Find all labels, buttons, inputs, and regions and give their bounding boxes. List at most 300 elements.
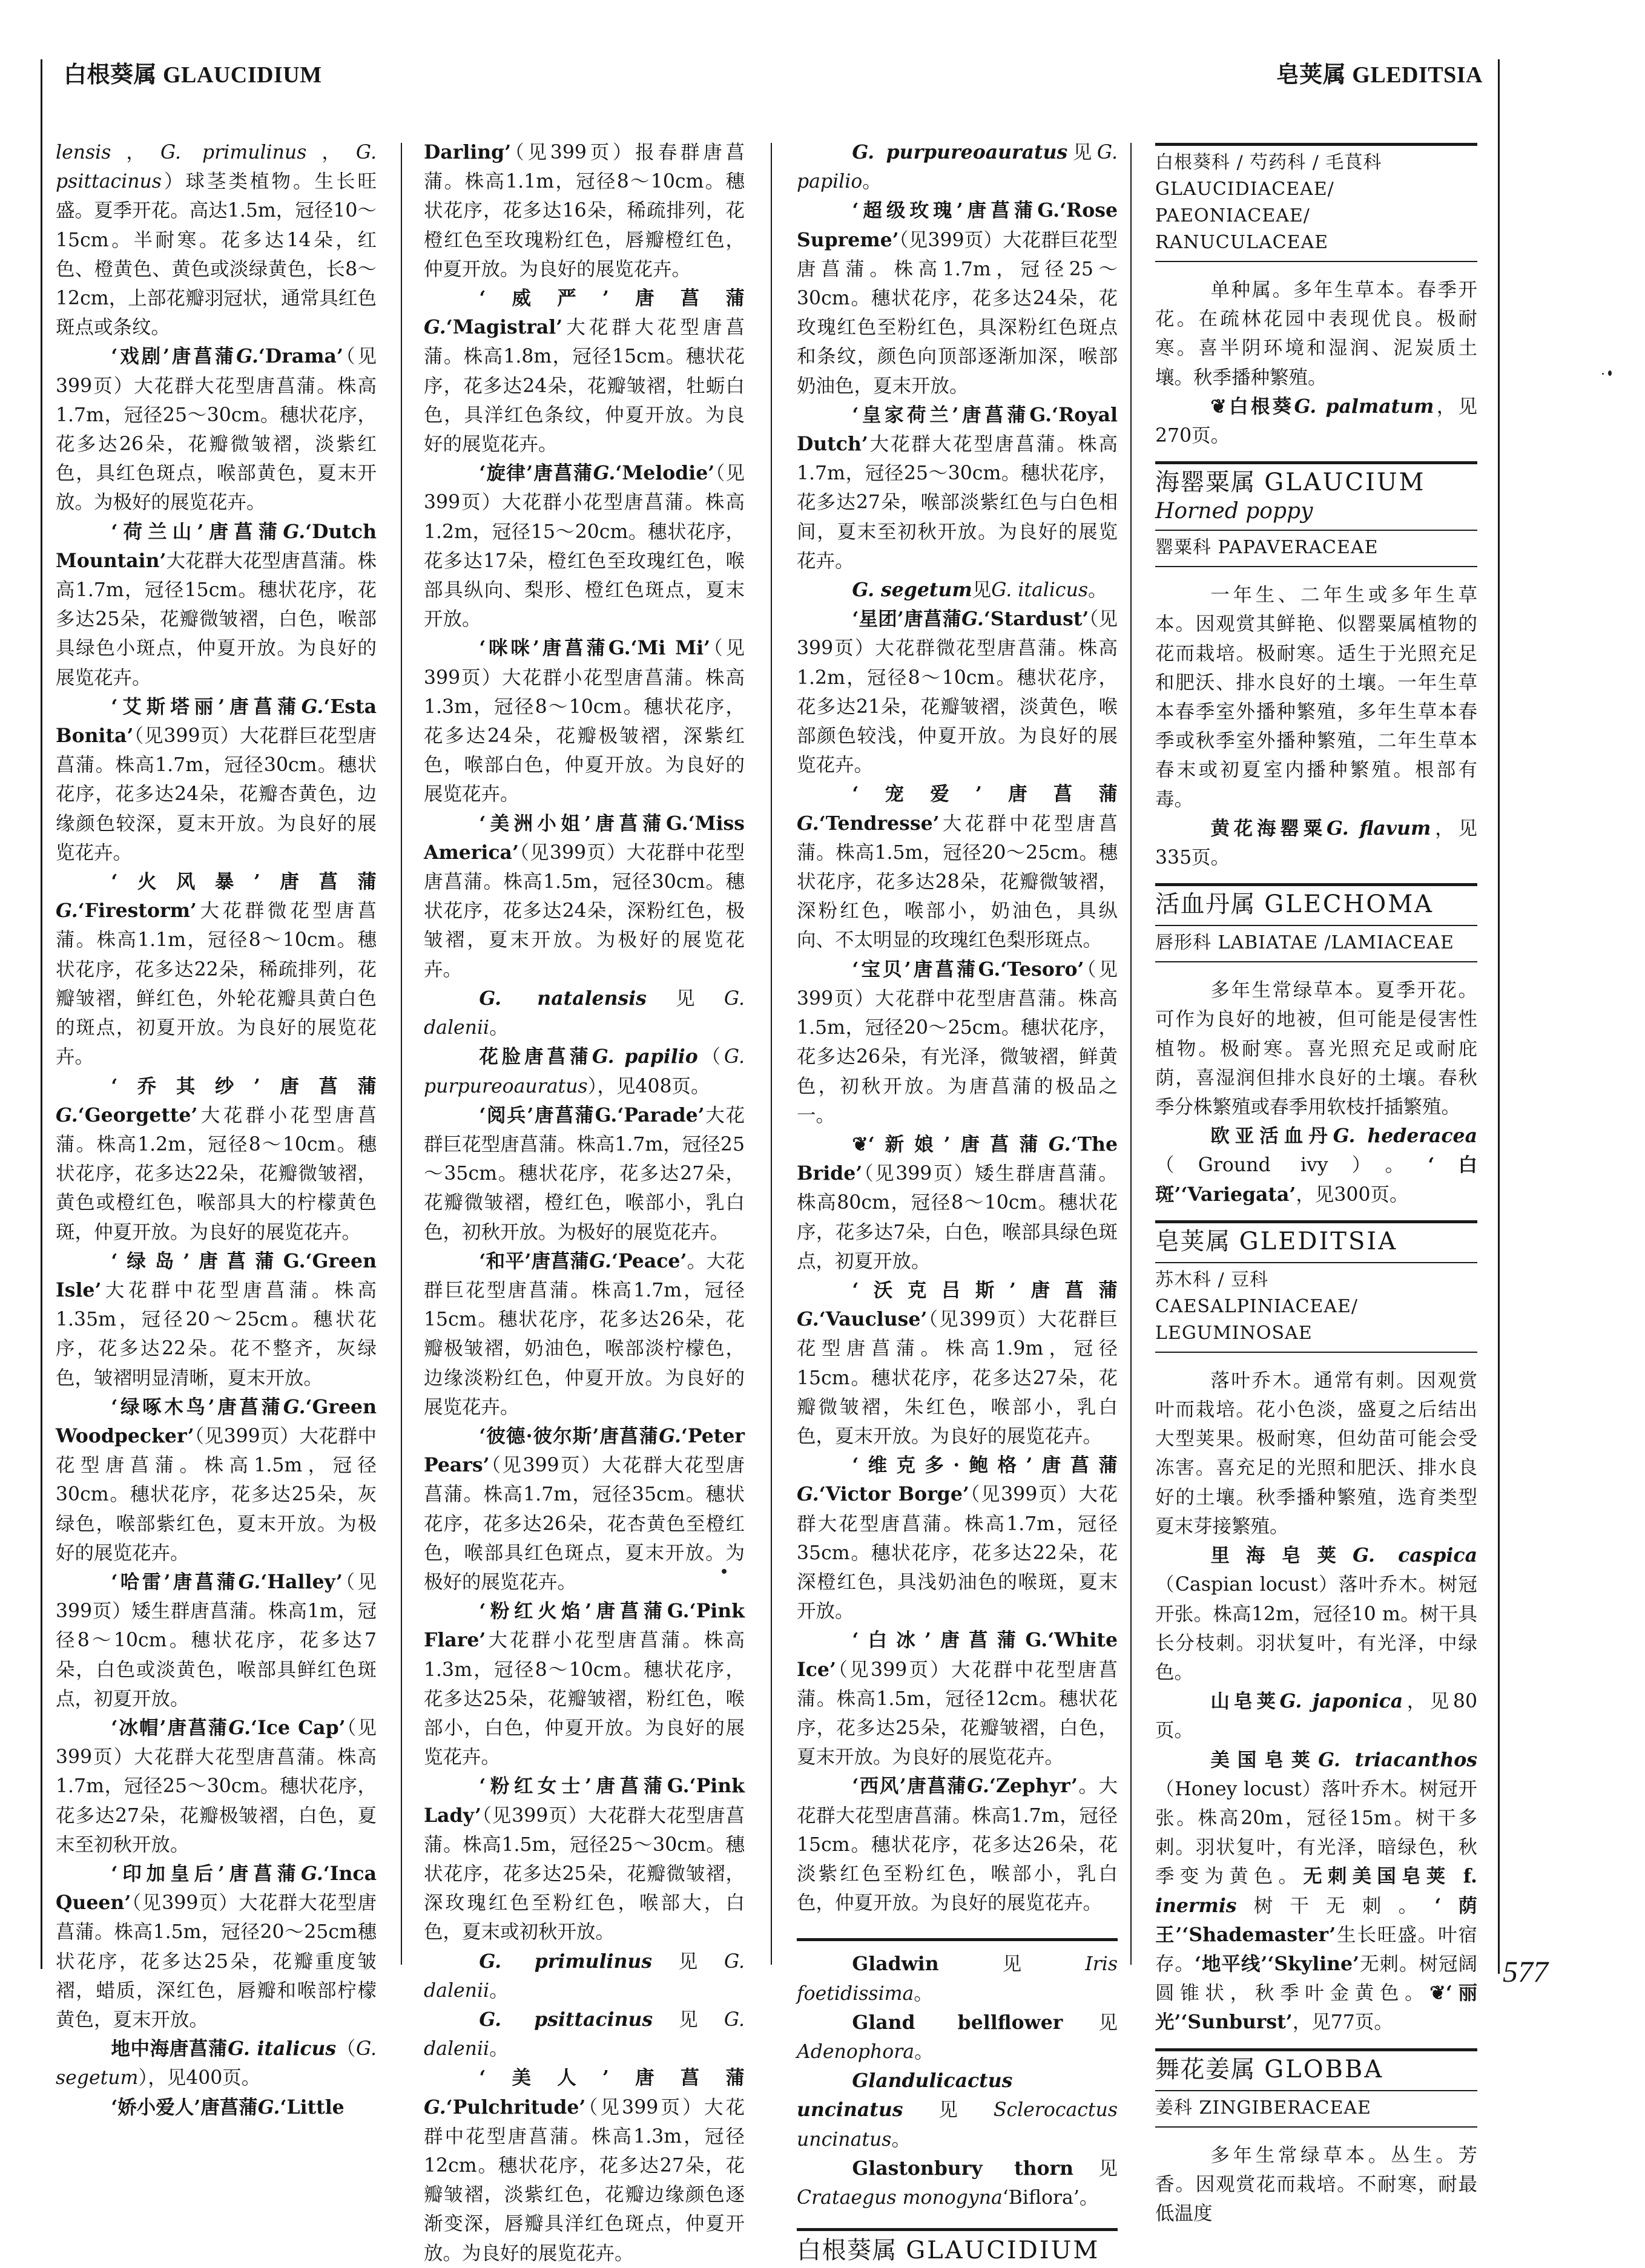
text-run: ‘Green Isle’ — [56, 1249, 377, 1301]
text-run: ‘和平’唐菖蒲 — [479, 1249, 590, 1272]
text-run: G. — [667, 1775, 690, 1798]
family-line: 唇形科 LABIATAE /LAMIACEAE — [1155, 932, 1454, 954]
text-run: ‘绿啄木鸟’唐菖蒲 — [111, 1395, 283, 1418]
text-run: 。 — [891, 2128, 911, 2151]
text-run: （Caspian locust）落叶乔木。树冠开张。株高12m，冠径10 m。树干具长分枝刺。羽状复叶，有光泽，中绿色。 — [1155, 1574, 1477, 1683]
text-run: 黄花海罂粟 — [1210, 817, 1327, 840]
text-run: ‘娇小爱人’唐菖蒲 — [111, 2095, 258, 2118]
text-run: 生长旺盛。叶宿存。 — [1155, 1924, 1477, 1975]
text-run: （见399页）矮生群唐菖蒲。株高1m，冠径8～10cm。穗状花序，花多达7朵，白色或淡黄色，喉部具鲜红色斑点，初夏开放。 — [56, 1571, 377, 1710]
text-run: G. — [1048, 1132, 1071, 1155]
species-entry — [1155, 814, 1477, 872]
text-run: ‘Pulchritude’ — [446, 2095, 586, 2118]
family-line: PAEONIACEAE/ — [1155, 205, 1310, 226]
family-line: 姜科 ZINGIBERACEAE — [1155, 2097, 1371, 2118]
text-run: ‘Drama’ — [258, 345, 343, 368]
family-divider — [1155, 261, 1477, 262]
family-line: 罂粟科 PAPAVERACEAE — [1155, 537, 1379, 559]
text-run: ‘Tesoro’ — [1000, 958, 1084, 981]
text-run: G. papilio — [797, 142, 1118, 193]
species-entry — [797, 605, 1118, 780]
text-run: G. — [424, 316, 446, 339]
text-run: 见 — [1067, 142, 1097, 163]
text-run: G. — [257, 2095, 280, 2118]
text-run: （见399页）大花群中花型唐菖蒲。株高1.5m，冠径30cm。穗状花序，花多达25朵，灰绿色，喉部紫红色，夏末开放。为极好的展览花卉。 — [56, 1425, 377, 1564]
text-run: ，见300页。 — [1296, 1183, 1409, 1206]
page-number: 577 — [1503, 1954, 1548, 1988]
genus-description — [1155, 275, 1477, 392]
text-run: ‘Tendresse’ — [819, 812, 940, 835]
text-run: （ — [697, 1046, 724, 1068]
text-run: ‘Inca Queen’ — [56, 1862, 377, 1915]
text-run: G. papilio — [592, 1045, 698, 1068]
text-run: ‘哈雷’唐菖蒲 — [111, 1570, 239, 1593]
section-divider — [1155, 883, 1477, 886]
text-run: （Honey locust）落叶乔木。树冠开张。株高20m，冠径15m。树干多刺。羽状复叶，有光泽，暗绿色，秋季变为黄色。 — [1155, 1778, 1477, 1888]
species-entry — [424, 1042, 745, 1100]
cross-reference-entry — [797, 2066, 1118, 2154]
outer-left-rule — [41, 59, 42, 1969]
species-entry — [424, 459, 745, 634]
text-run: （见399页）大花群微花型唐菖蒲。株高1.2m，冠径8～10cm。穗状花序，花多达21朵，花瓣皱褶，淡黄色，喉部颜色较浅，仲夏开放。为良好的展览花卉。 — [797, 608, 1118, 777]
family-divider — [1155, 566, 1477, 567]
section-divider — [797, 2228, 1118, 2231]
text-run: 美国皂荚 — [1210, 1748, 1319, 1771]
text-run: ‘Peace’ — [611, 1249, 687, 1272]
text-run: G. psittacinus — [56, 142, 377, 193]
text-run: Darling’ — [424, 141, 512, 163]
text-run: 地中海唐菖蒲 — [111, 2037, 228, 2060]
text-run: （见399页）大花群大花型唐菖蒲。株高1.7m，冠径25～30cm。穗状花序，花多达27朵，花瓣极皱褶，白色，夏末至初秋开放。 — [56, 1717, 377, 1856]
species-entry — [56, 692, 377, 867]
genus-heading — [1155, 1226, 1477, 1257]
text-run: ‘超级玫瑰’唐菖蒲 — [852, 199, 1038, 222]
species-entry — [1155, 1746, 1477, 2037]
family-line: RANUCULACEAE — [1155, 232, 1329, 253]
text-run: G. — [301, 695, 324, 718]
text-run: ‘印加皇后’唐菖蒲 — [111, 1862, 302, 1885]
text-run: ‘Magistral’ — [446, 316, 563, 339]
text-run: G. — [589, 1249, 612, 1272]
section-divider — [1155, 461, 1477, 464]
species-entry — [797, 955, 1118, 1130]
text-run: G. — [238, 1570, 261, 1593]
text-run: ‘冰帽’唐菖蒲 — [111, 1716, 229, 1739]
text-run: 见 — [972, 579, 992, 602]
species-entry — [424, 284, 745, 459]
text-run: G. — [961, 608, 984, 631]
text-run: 见 — [1063, 2011, 1118, 2034]
family-names — [1155, 930, 1477, 956]
text-run: G. — [424, 2095, 446, 2118]
text-run: ‘美洲小姐’唐菖蒲 — [479, 812, 666, 835]
text-run: ‘西风’唐菖蒲 — [852, 1775, 968, 1798]
text-run: 无刺。树冠阔圆锥状，秋季叶金黄色。 — [1155, 1953, 1477, 2005]
text-run: ‘乔其纱’唐菖蒲 — [111, 1074, 377, 1097]
species-entry — [797, 1626, 1118, 1772]
species-entry — [56, 1859, 377, 2034]
text-run: Crataegus monogyna — [797, 2187, 1003, 2209]
family-divider — [1155, 961, 1477, 962]
family-line: GLAUCIDIACEAE/ — [1155, 179, 1334, 200]
family-divider — [1155, 1352, 1477, 1353]
text-run: （Ground ivy）。 — [1155, 1154, 1428, 1177]
text-run: 见 — [646, 987, 724, 1010]
text-run: 。大花群巨花型唐菖蒲。株高1.7m，冠径15cm。穗状花序，花多达26朵，花瓣极皱褶，奶油色，喉部淡柠檬色，边缘淡粉红色，仲夏开放。为良好的展览花卉。 — [424, 1250, 745, 1418]
genus-chinese-name: 海罂粟属 — [1155, 468, 1265, 497]
text-run: 大花群大花型唐菖蒲。株高1.7m，冠径15cm。穗状花序，花多达25朵，花瓣微皱褶，白色，喉部具绿色小斑点，仲夏开放。为良好的展览花卉。 — [56, 550, 377, 689]
text-run: ，见270页。 — [1155, 395, 1477, 447]
text-run: ‘皇家荷兰’唐菖蒲 — [852, 403, 1030, 426]
text-run: ‘咪咪’唐菖蒲 — [479, 637, 608, 660]
text-run: G. primulinus — [479, 1950, 653, 1973]
scan-speck — [1602, 373, 1604, 375]
genus-chinese-name: 活血丹属 — [1155, 890, 1265, 919]
genus-chinese-name: 皂荚属 — [1155, 1227, 1239, 1255]
species-entry — [797, 1130, 1118, 1276]
text-run: ‘Vaucluse’ — [819, 1308, 928, 1331]
text-run: Glastonbury thorn — [852, 2157, 1074, 2180]
text-run: 。大花群大花型唐菖蒲。株高1.7m，冠径15cm。穗状花序，花多达26朵，花淡紫红色至粉红色，喉部小，乳白色，仲夏开放。为良好的展览花卉。 — [797, 1775, 1118, 1915]
text-run: G. — [967, 1775, 990, 1798]
text-run: Gland bellflower — [852, 2011, 1063, 2034]
text-run: ‘Dutch Mountain’ — [56, 520, 377, 572]
cross-reference-entry — [797, 1950, 1118, 2008]
family-names — [1155, 150, 1477, 256]
section-divider — [1155, 143, 1477, 146]
text-run: 大花群小花型唐菖蒲。株高1.3m，冠径8～10cm。穗状花序，花多达25朵，花瓣皱褶，粉红色，喉部小，白色，仲夏开放。为良好的展览花卉。 — [424, 1629, 745, 1769]
family-line: 白根葵科 / 芍药科 / 毛茛科 — [1155, 152, 1382, 173]
continued-text — [56, 138, 377, 342]
text-run: （见399页）大花群巨花型唐菖蒲。株高1.9m，冠径15cm。穗状花序，花多达27朵，花瓣微皱褶，朱红色，喉部小，乳白色，夏末开放。为良好的展览花卉。 — [797, 1309, 1118, 1447]
genus-common-name: Horned poppy — [1155, 499, 1313, 524]
text-run: Glandulicactus uncinatus — [797, 2069, 1013, 2122]
text-run: （见399页）大花群大花型唐菖蒲。株高1.7m，冠径35cm。穗状花序，花多达26朵，花杏黄色至橙红色，喉部具红色斑点，夏末开放。为极好的展览花卉。 — [424, 1454, 745, 1593]
text-run: ‘Halley’ — [260, 1570, 343, 1593]
text-run: 见 — [938, 1953, 1086, 1976]
text-run: 。 — [914, 1982, 933, 2005]
column-3 — [797, 138, 1118, 2266]
genus-latin-name: GLEDITSIA — [1239, 1227, 1398, 1255]
family-divider — [1155, 2090, 1477, 2091]
text-run: ‘维克多·鲍格’唐菖蒲 — [852, 1454, 1118, 1477]
column-divider-3 — [1130, 143, 1132, 1965]
species-entry — [56, 1568, 377, 1714]
text-run: G. — [301, 1862, 323, 1885]
species-entry — [424, 1247, 745, 1422]
text-run: G. japonica — [1279, 1690, 1403, 1713]
text-run: ‘宝贝’唐菖蒲 — [852, 958, 978, 981]
text-run: ‘美人’唐菖蒲 — [479, 2066, 745, 2089]
family-divider — [1155, 2126, 1477, 2128]
text-run: ‘荫王’‘Shademaster’ — [1155, 1894, 1477, 1946]
species-entry — [424, 1422, 745, 1597]
text-run: ‘Victor Borge’ — [819, 1483, 969, 1506]
outer-right-rule — [1498, 59, 1500, 1974]
text-run: 树干无刺。 — [1236, 1895, 1435, 1917]
text-run: ， — [111, 142, 160, 163]
text-run: G. italicus — [228, 2037, 337, 2060]
text-run: G. — [283, 520, 306, 543]
text-run: ‘Miss America’ — [424, 812, 745, 864]
text-run: 无刺美国皂荚 — [1303, 1865, 1451, 1888]
text-run: Gladwin — [852, 1953, 939, 1976]
text-run: G. — [659, 1424, 681, 1447]
text-run: （见399页）大花群巨花型唐菖蒲。株高1.7m，冠径30cm。穗状花序，花多达24朵，花瓣杏黄色，边缘颜色较深，夏末开放。为良好的展览花卉。 — [56, 725, 377, 864]
species-entry — [56, 1247, 377, 1393]
text-run: 白根葵 — [1226, 395, 1294, 418]
species-entry — [56, 518, 377, 692]
text-run: ‘White Ice’ — [797, 1629, 1118, 1681]
text-run: ），见408页。 — [587, 1075, 710, 1097]
text-run: 。 — [489, 1017, 509, 1039]
family-line: CAESALPINIACEAE/ — [1155, 1295, 1358, 1317]
text-run: G. dalenii — [424, 1950, 745, 2002]
text-run: G. purpureoauratus — [424, 1046, 745, 1097]
species-entry — [56, 867, 377, 1071]
text-run: G. caspica — [1353, 1544, 1477, 1567]
text-run: ‘Firestorm’ — [77, 899, 197, 922]
text-run: ‘Royal Dutch’ — [797, 403, 1118, 456]
species-entry — [797, 1451, 1118, 1626]
text-run: ，见80页。 — [1155, 1691, 1477, 1742]
text-run: ‘Stardust’ — [983, 608, 1089, 631]
text-run: G. segetum — [56, 2038, 377, 2089]
column-divider-2 — [771, 143, 772, 1965]
text-run: 。 — [862, 171, 882, 193]
text-run: 多年生常绿草本。丛生。芳香。因观赏花而栽培。不耐寒，耐最低温度 — [1155, 2144, 1477, 2224]
text-run: （见399页）大花群小花型唐菖蒲。株高1.3m，冠径8～10cm。穗状花序，花多达24朵，花瓣极皱褶，深紫红色，喉部白色，仲夏开放。为良好的展览花卉。 — [424, 637, 745, 806]
genus-latin-name: GLAUCIUM — [1264, 468, 1426, 497]
species-entry — [797, 1276, 1118, 1451]
text-run: G. — [1025, 1629, 1048, 1652]
text-run: 见 — [653, 2009, 724, 2031]
text-run: ‘威严’唐菖蒲 — [479, 287, 745, 310]
text-run: ‘Parade’ — [617, 1103, 705, 1126]
family-names — [1155, 1267, 1477, 1347]
text-run: inermis — [1155, 1894, 1237, 1917]
genus-description — [1155, 2141, 1477, 2229]
genus-latin-name: GLECHOMA — [1264, 890, 1434, 919]
text-run: G. — [283, 1395, 306, 1418]
text-run: 大花群微花型唐菖蒲。株高1.1m，冠径8～10cm。穗状花序，花多达22朵，稀疏排列，花瓣皱褶，鲜红色，外轮花瓣具黄白色的斑点，初夏开放。为良好的展览花卉。 — [56, 900, 377, 1068]
species-entry — [56, 2093, 377, 2122]
text-run: G. — [228, 1716, 251, 1739]
text-run: ‘Little — [280, 2095, 344, 2118]
species-entry — [56, 1072, 377, 1247]
species-entry — [56, 1714, 377, 1859]
trophy-award-icon: ❦ — [1429, 1982, 1446, 2005]
text-run: ‘白斑’‘Variegata’ — [1155, 1154, 1478, 1206]
text-run: 落叶乔木。通常有刺。因观赏叶而栽培。花小色淡，盛夏之后结出大型荚果。极耐寒，但幼苗可能会受冻害。喜充足的光照和肥沃、排水良好的土壤。秋季播种繁殖，选育类型夏末芽接繁殖。 — [1155, 1369, 1477, 1537]
text-run: G. — [595, 1103, 618, 1126]
text-run: （见399页）大花群中花型唐菖蒲。株高1.5m，冠径20～25cm。穗状花序，花多达26朵，有光泽，微皱褶，鲜黄色，初秋开放。为唐菖蒲的极品之一。 — [797, 958, 1118, 1126]
species-entry — [56, 2034, 377, 2092]
species-entry — [797, 401, 1118, 576]
text-run: G. — [283, 1249, 306, 1272]
text-run: ‘Peter Pears’ — [424, 1424, 745, 1477]
species-entry — [424, 2005, 745, 2063]
text-run: （见399页）大花群大花型唐菖蒲。株高1.7m，冠径25～30cm。穗状花序，花多达26朵，花瓣微皱褶，淡紫红色，具红色斑点，喉部黄色，夏末开放。为极好的展览花卉。 — [56, 346, 377, 514]
text-run: （见399页）大花群中花型唐菖蒲。株高1.5m，冠径30cm。穗状花序，花多达24朵，深粉红色，极皱褶，夏末开放。为极好的展览花卉。 — [424, 841, 745, 981]
species-entry — [797, 576, 1118, 605]
species-entry — [424, 1597, 745, 1772]
scan-speck — [722, 1569, 727, 1574]
text-run: （见399页）大花群大花型唐菖蒲。株高1.7m，冠径35cm。穗状花序，花多达22朵，花深橙红色，具浅奶油色的喉斑，夏末开放。 — [797, 1484, 1118, 1623]
column-2 — [424, 138, 745, 2268]
text-run: 大花群小花型唐菖蒲。株高1.2m，冠径8～10cm。穗状花序，花多达22朵，花瓣微皱褶，黄色或橙红色，喉部具大的柠檬黄色斑，仲夏开放。为良好的展览花卉。 — [56, 1104, 377, 1243]
genus-heading — [1155, 2054, 1477, 2085]
text-run: G. — [56, 1103, 78, 1126]
text-run: ‘艾斯塔丽’唐菖蒲 — [111, 695, 302, 718]
text-run: G. psittacinus — [479, 2008, 653, 2031]
text-run: ‘Ice Cap’ — [251, 1716, 346, 1739]
text-run: G. primulinus — [160, 142, 307, 163]
cross-reference-entry — [797, 2154, 1118, 2212]
text-run: ‘地平线’‘Skyline’ — [1194, 1952, 1360, 1975]
text-run: G. — [56, 899, 78, 922]
running-header-right: 皂荚属 GLEDITSIA — [1276, 62, 1483, 88]
genus-latin-name: GLOBBA — [1264, 2055, 1384, 2083]
species-entry — [424, 984, 745, 1042]
text-run: ， — [306, 142, 356, 163]
genus-latin-name: GLAUCIDIUM — [906, 2237, 1100, 2265]
genus-description — [1155, 1366, 1477, 1541]
column-4 — [1155, 143, 1477, 2228]
text-run: G. — [593, 462, 616, 485]
species-entry — [56, 1393, 377, 1568]
species-entry — [424, 809, 745, 984]
species-entry — [1155, 392, 1477, 450]
text-run: ‘Biflora’。 — [1002, 2187, 1099, 2209]
text-run: ‘The Bride’ — [797, 1132, 1118, 1185]
genus-heading — [797, 2235, 1118, 2266]
text-run: （ — [336, 2038, 356, 2060]
text-run: （见399页）报春群唐菖蒲。株高1.1m，冠径8～10cm。穗状花序，花多达16朵，稀疏排列，花橙红色至玫瑰粉红色，唇瓣橙红色，仲夏开放。为良好的展览花卉。 — [424, 142, 745, 280]
text-run: 大花群中花型唐菖蒲。株高1.35m，冠径20～25cm。穗状花序，花多达22朵。花不整齐，灰绿色，皱褶明显清晰，夏末开放。 — [56, 1279, 377, 1389]
genus-heading — [1155, 889, 1477, 920]
text-run: （见399页）大花群中花型唐菖蒲。株高1.3m，冠径12cm。穗状花序，花多达27朵，花瓣皱褶，淡紫红色，花瓣边缘颜色逐渐变深，唇瓣具洋红色斑点，仲夏开放。为良好的展览花卉。 — [424, 2096, 745, 2264]
family-line: LEGUMINOSAE — [1155, 1322, 1313, 1344]
text-run: 山皂荚 — [1210, 1690, 1280, 1713]
text-run: 一年生、二年生或多年生草本。因观赏其鲜艳、似罂粟属植物的花而栽培。极耐寒。适生于光照充足和肥沃、排水良好的土壤。一年生草本春季室外播种繁殖，多年生草本春季或秋季室外播种繁殖，二年生草本春末或初夏室内播种繁殖。根部有毒。 — [1155, 584, 1477, 810]
text-run: （见399页）大花群小花型唐菖蒲。株高1.2m，冠径15～20cm。穗状花序，花多达17朵，橙红色至玫瑰红色，喉部具纵向、梨形、橙红色斑点，夏末开放。 — [424, 462, 745, 631]
text-run: G. — [1029, 403, 1052, 426]
trophy-award-icon: ❦ — [852, 1132, 868, 1155]
species-entry — [797, 196, 1118, 400]
species-entry — [1155, 1687, 1477, 1745]
text-run: G. triacanthos — [1318, 1748, 1477, 1771]
section-divider — [797, 1938, 1118, 1941]
text-run: Iris foetidissima — [797, 1953, 1118, 2005]
species-entry — [424, 1772, 745, 1947]
text-run: （见399页）大花群大花型唐菖蒲。株高1.5m，冠径20～25cm穗状花序，花多达25朵，花瓣重度皱褶，蜡质，深红色，唇瓣和喉部柠檬黄色，夏末开放。 — [56, 1892, 377, 2031]
text-run: ），见400页。 — [138, 2067, 261, 2089]
species-entry — [424, 1947, 745, 2005]
text-run: 。 — [489, 1979, 509, 2002]
text-run: G. hederacea — [1333, 1125, 1477, 1148]
text-run: ）球茎类植物。生长旺盛。夏季开花。高达1.5m，冠径10～15cm。半耐寒。花多达14朵，红色、橙黄色、黄色或淡绿黄色，长8～12cm，上部花瓣羽冠状，通常具红色斑点或条纹。 — [56, 171, 377, 339]
text-run: 见 — [1073, 2157, 1118, 2180]
text-run: ‘星团’唐菖蒲 — [852, 608, 962, 631]
text-run: ‘Zephyr’ — [989, 1775, 1078, 1798]
text-run: ‘白冰’唐菖蒲 — [852, 1629, 1026, 1652]
text-run: G. — [797, 1483, 819, 1506]
text-run: G. dalenii — [424, 2009, 745, 2060]
species-entry — [424, 634, 745, 809]
text-run: 单种属。多年生草本。春季开花。在疏林花园中表现优良。极耐寒。喜半阴环境和湿润、泥炭质土壤。秋季播种繁殖。 — [1155, 279, 1477, 389]
text-run: 里海皂荚 — [1210, 1544, 1353, 1567]
genus-heading — [1155, 467, 1477, 498]
species-entry — [424, 1101, 745, 1247]
text-run: 。 — [1088, 579, 1107, 602]
species-entry — [797, 1772, 1118, 1918]
text-run: ，见335页。 — [1155, 817, 1477, 869]
text-run: ‘Melodie’ — [615, 462, 715, 485]
text-run: （见399页）大花群中花型唐菖蒲。株高1.5m，冠径12cm。穗状花序，花多达25朵，花瓣皱褶，白色，夏末开放。为良好的展览花卉。 — [797, 1658, 1118, 1769]
text-run: G. purpureoauratus — [852, 141, 1068, 163]
continued-text — [424, 138, 745, 284]
text-run: 大花群大花型唐菖蒲。株高1.7m，冠径25～30cm。穗状花序，花多达27朵，喉部淡紫红色与白色相间，夏末至初秋开放。为良好的展览花卉。 — [797, 433, 1118, 572]
species-entry — [797, 780, 1118, 955]
text-run: （见399页）大花群大花型唐菖蒲。株高1.5m，冠径25～30cm。穗状花序，花多达25朵，花瓣微皱褶，深玫瑰红色至粉红色，喉部大，白色，夏末或初秋开放。 — [424, 1804, 745, 1944]
text-run: （见399页）大花群巨花型唐菖蒲。株高1.7m，冠径25～30cm。穗状花序，花多达24朵，花玫瑰红色至粉红色，具深粉红色斑点和条纹，颜色向顶部逐渐加深，喉部奶油色，夏末开放。 — [797, 229, 1118, 397]
text-run: G. flavum — [1326, 817, 1431, 840]
family-divider — [1155, 530, 1477, 531]
family-names — [1155, 534, 1477, 561]
text-run: lensis — [56, 142, 111, 163]
species-entry — [56, 342, 377, 517]
text-run: ‘新娘’唐菖蒲 — [868, 1132, 1049, 1155]
text-run: G. palmatum — [1294, 395, 1434, 418]
text-run: 见 — [652, 1950, 724, 1973]
text-run: ‘粉红女士’唐菖蒲 — [479, 1775, 667, 1798]
text-run: ‘沃克吕斯’唐菖蒲 — [852, 1278, 1118, 1301]
species-entry — [424, 2063, 745, 2267]
text-run: 花脸唐菖蒲 — [479, 1045, 592, 1068]
text-run: ‘荷兰山’唐菖蒲 — [111, 520, 283, 543]
text-run: ，见77页。 — [1292, 2011, 1393, 2034]
text-run: f. — [1451, 1865, 1477, 1888]
text-run: 见 — [903, 2099, 994, 2122]
family-divider — [1155, 1262, 1477, 1263]
text-run: G. italicus — [991, 579, 1089, 602]
text-run: G. — [608, 637, 631, 660]
text-run: G. — [1037, 199, 1060, 222]
genus-description — [1155, 580, 1477, 814]
text-run: G. — [665, 812, 688, 835]
running-header-left: 白根葵属 GLAUCIDIUM — [64, 62, 322, 88]
text-run: ‘彼德·彼尔斯’唐菖蒲 — [479, 1424, 659, 1447]
family-line: 苏木科 / 豆科 — [1155, 1269, 1269, 1290]
trophy-award-icon: ❦ — [1210, 395, 1227, 418]
text-run: （见399页）矮生群唐菖蒲。株高80cm，冠径8～10cm。穗状花序，花多达7朵，白色，喉部具绿色斑点，初夏开放。 — [797, 1163, 1118, 1272]
text-run: ‘阅兵’唐菖蒲 — [479, 1103, 595, 1126]
text-run: ‘Pink Flare’ — [424, 1600, 745, 1652]
text-run: 大花群中花型唐菖蒲。株高1.5m，冠径20～25cm。穗状花序，花多达28朵，花瓣微皱褶，深粉红色，喉部小，奶油色，具纵向、不太明显的玫瑰红色梨形斑点。 — [797, 812, 1118, 952]
text-run: G. — [797, 812, 819, 835]
text-run: ‘火风暴’唐菖蒲 — [111, 870, 377, 893]
species-entry — [1155, 1541, 1477, 1687]
text-run: ‘戏剧’唐菖蒲 — [111, 345, 237, 368]
text-run: 。 — [489, 2038, 509, 2060]
text-run: ‘粉红火焰’唐菖蒲 — [479, 1600, 667, 1623]
text-run: G. — [667, 1600, 690, 1623]
text-run: Sclerocactus uncinatus — [797, 2099, 1118, 2151]
text-run: 。 — [914, 2041, 934, 2063]
text-run: 多年生常绿草本。夏季开花。可作为良好的地被，但可能是侵害性植物。极耐寒。喜光照充足或耐庇荫，喜湿润但排水良好的土壤。春秋季分株繁殖或春季用软枝扦插繁殖。 — [1155, 979, 1477, 1119]
column-1 — [56, 138, 377, 2122]
